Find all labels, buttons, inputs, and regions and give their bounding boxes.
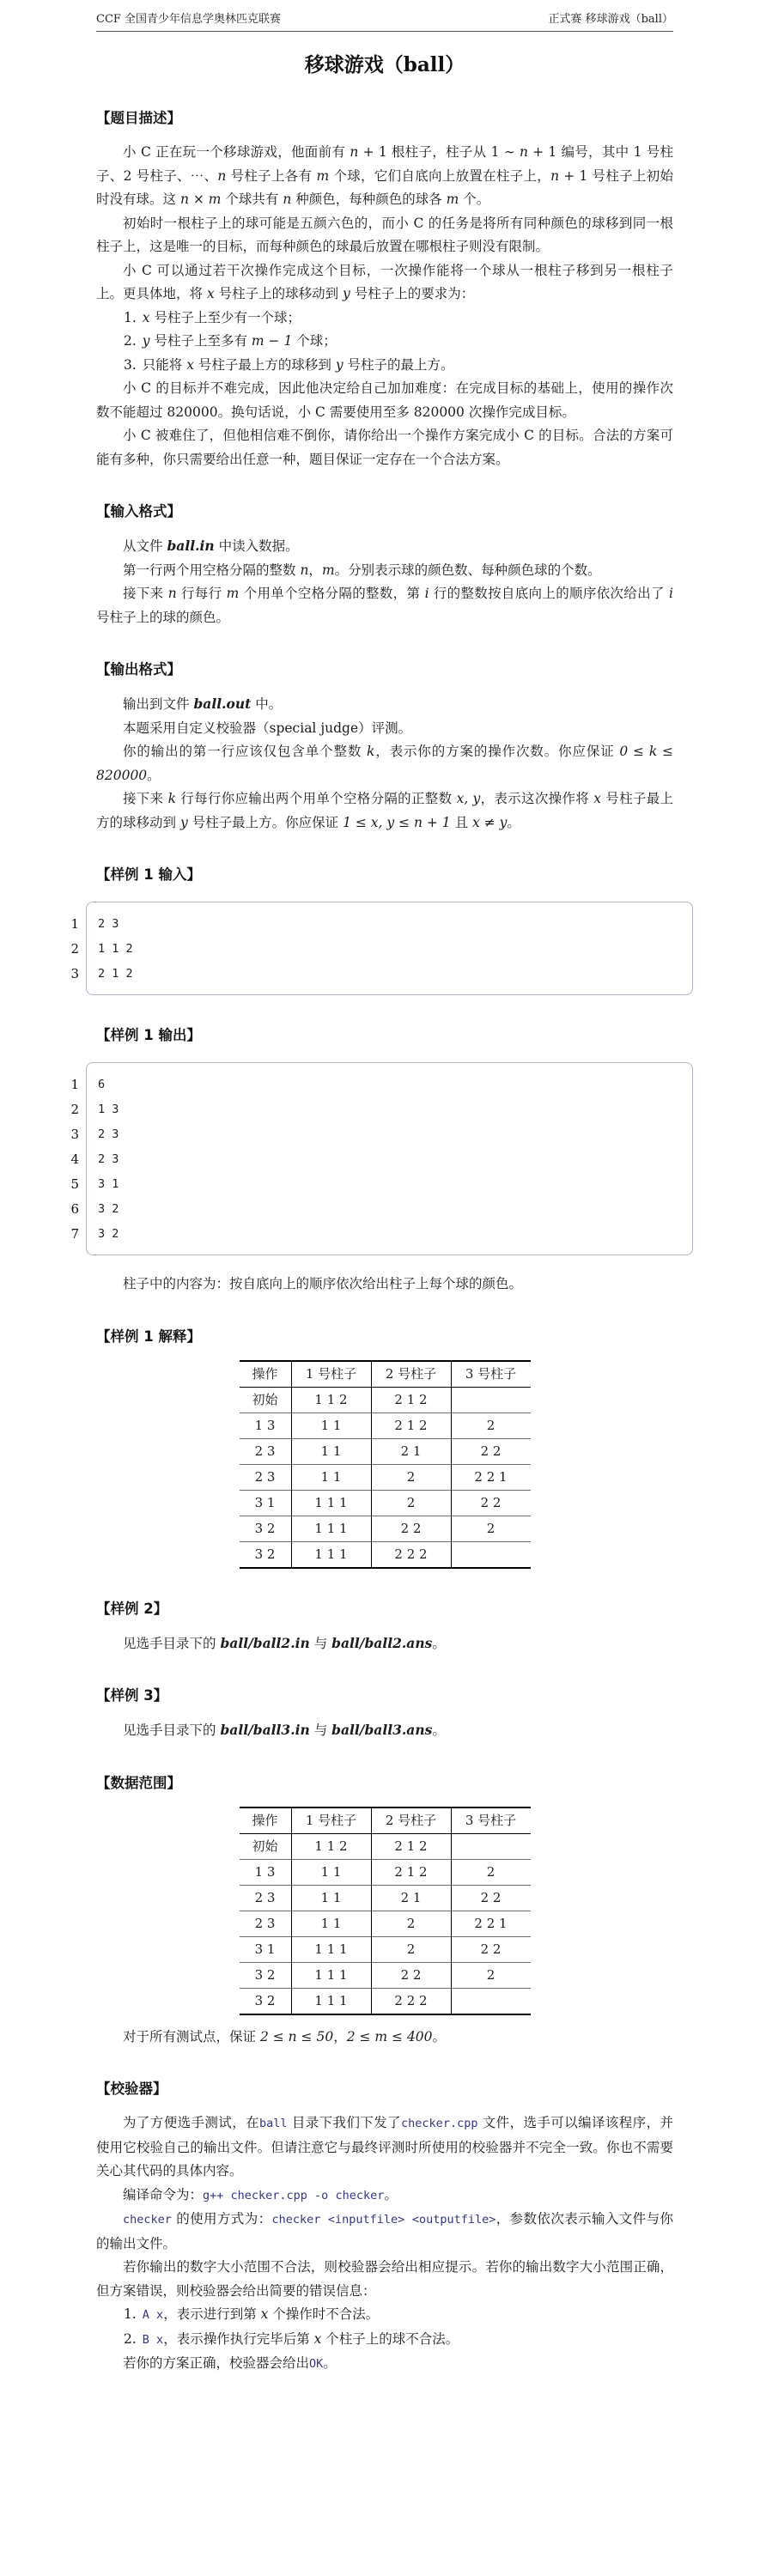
table-cell: 2 2	[371, 1516, 451, 1541]
text-segment: n	[300, 562, 309, 578]
section-heading-sample1-input: 【样例 1 输入】	[96, 866, 201, 883]
paragraph	[96, 2111, 673, 2184]
code-line	[57, 1072, 693, 1097]
text-segment: ball	[259, 2117, 288, 2130]
text-segment: ball/ball3.in	[220, 1722, 310, 1738]
text-segment: 1 ≤ x, y ≤ n + 1	[343, 814, 451, 830]
code-line	[57, 1122, 693, 1147]
list-item	[96, 354, 673, 378]
text-segment: 号柱子最上方的球移到	[193, 356, 336, 373]
text-segment: 个球；	[292, 333, 337, 349]
table-cell: 2	[371, 1911, 451, 1936]
table-row	[240, 1885, 531, 1911]
text-segment: m	[446, 191, 459, 207]
text-segment: g++ checker.cpp -o checker	[203, 2188, 385, 2202]
table-cell: 1 3	[240, 1413, 292, 1438]
text-segment: k	[167, 791, 177, 806]
table-cell: 2 2	[371, 1962, 451, 1988]
text-segment: 号柱子上至少有一个球；	[149, 309, 301, 325]
table-row	[240, 1413, 531, 1438]
table-header-cell: 2 号柱子	[371, 1807, 451, 1834]
paragraph	[96, 534, 673, 559]
text-segment: i	[424, 586, 429, 601]
text-segment: ，表示你的方案的操作次数。你应保证	[374, 744, 620, 759]
text-segment: 接下来	[123, 586, 168, 601]
section-heading-sample1-explanation: 【样例 1 解释】	[96, 1327, 201, 1345]
code-lines	[57, 1062, 693, 1255]
list-number: 2.	[124, 333, 137, 349]
list-item	[96, 2328, 673, 2353]
section-output-format	[96, 660, 673, 835]
list-text	[143, 357, 454, 373]
table-cell: 2 3	[240, 1911, 292, 1936]
text-segment: m	[226, 586, 240, 601]
table-cell: 2 3	[240, 1885, 292, 1911]
line-number: 7	[70, 1226, 79, 1242]
text-segment: 行每行	[176, 586, 227, 601]
code-text: 2 1 2	[98, 967, 133, 981]
section-heading-sample2: 【样例 2】	[96, 1600, 168, 1617]
text-segment: m	[316, 167, 330, 184]
table-cell: 1 3	[240, 1859, 292, 1885]
paragraph	[96, 2026, 673, 2050]
table-cell	[451, 1541, 531, 1568]
table-row	[240, 1541, 531, 1568]
table-row	[240, 1490, 531, 1516]
list-text	[143, 333, 337, 349]
text-segment: y	[179, 814, 188, 830]
section-sample3	[96, 1686, 673, 1743]
table-row	[240, 1936, 531, 1962]
table-cell: 1 1 2	[291, 1387, 371, 1413]
text-segment: 。	[432, 1722, 446, 1738]
text-segment: 的使用方式为：	[171, 2211, 272, 2227]
table-cell	[451, 1387, 531, 1413]
paragraph	[96, 141, 673, 212]
text-segment: 行的整数按自底向上的顺序依次给出了	[429, 586, 670, 601]
text-segment: 号柱子上至多有	[149, 333, 252, 349]
text-segment: 个球，它们自底向上放置在柱子上，	[329, 167, 551, 184]
table-cell: 3 1	[240, 1490, 292, 1516]
section-heading-sample1-output: 【样例 1 输出】	[96, 1027, 201, 1043]
text-segment: n	[283, 191, 292, 207]
list-item	[96, 2303, 673, 2328]
table-row	[240, 1438, 531, 1464]
section-data-range	[96, 1774, 673, 2050]
text-segment: 。	[323, 2355, 337, 2371]
page-header	[96, 12, 673, 32]
table-cell: 初始	[252, 1838, 278, 1854]
section-problem-description	[96, 109, 673, 471]
section-heading-sample3: 【样例 3】	[96, 1687, 168, 1704]
table-row	[240, 1464, 531, 1490]
code-text: 2 3	[98, 1127, 119, 1141]
paragraph	[96, 377, 673, 424]
text-segment: 号柱子上各有	[226, 167, 317, 184]
text-segment: 小 C 正在玩一个移球游戏，他面前有	[123, 144, 350, 160]
text-segment: n	[217, 167, 227, 184]
text-segment: x	[260, 2306, 269, 2322]
table-cell: 2 2 2	[371, 1988, 451, 2014]
code-text: 2 3	[98, 917, 119, 931]
section-input-format	[96, 502, 673, 629]
text-segment: y	[335, 356, 343, 373]
table-header-cell: 2 号柱子	[371, 1361, 451, 1388]
text-segment: 号柱子最上方。你应保证	[187, 814, 343, 830]
text-segment: B x	[142, 2332, 164, 2347]
code-line	[57, 937, 693, 962]
text-segment: ，表示这次操作将	[480, 791, 594, 806]
table-header-cell: 3 号柱子	[451, 1807, 531, 1834]
list-number: 2.	[124, 2330, 137, 2347]
code-line	[57, 1197, 693, 1222]
table-header-cell: 3 号柱子	[451, 1361, 531, 1388]
text-segment: 。	[432, 2028, 447, 2044]
text-segment: 接下来	[123, 791, 168, 806]
paragraph	[96, 1631, 673, 1656]
code-text: 1 1 2	[98, 942, 133, 956]
paragraph	[96, 692, 673, 717]
text-segment: 第一行两个用空格分隔的整数	[123, 562, 301, 578]
text-segment: 。	[432, 1635, 446, 1651]
table-cell: 2	[371, 1464, 451, 1490]
list-number: 3.	[124, 356, 137, 373]
text-segment: 个球共有	[221, 191, 283, 207]
text-segment: 对于所有测试点，保证	[123, 2028, 260, 2044]
text-segment: 。	[507, 814, 520, 830]
table-cell: 2	[451, 1413, 531, 1438]
text-segment: 号柱子最上方的球移动到	[96, 791, 673, 830]
table-cell: 1 1	[291, 1911, 371, 1936]
table-cell: 1 1 1	[291, 1936, 371, 1962]
paragraph	[96, 259, 673, 307]
text-segment: ball/ball2.in	[220, 1634, 310, 1651]
line-number: 3	[70, 1127, 79, 1142]
table-cell: 3 2	[240, 1962, 292, 1988]
table-cell: 2	[451, 1962, 531, 1988]
text-segment: 目录下我们下发了	[287, 2115, 402, 2130]
table-cell: 2 2	[451, 1936, 531, 1962]
code-text: 3 2	[98, 1202, 119, 1216]
text-segment: ball/ball2.ans	[331, 1634, 433, 1651]
text-segment: 且	[450, 814, 473, 830]
list-text	[143, 2331, 459, 2347]
section-heading-checker: 【校验器】	[96, 2081, 167, 2097]
text-segment: n	[550, 167, 560, 184]
text-segment: m − 1	[251, 333, 293, 349]
text-segment: ball.out	[193, 696, 252, 712]
text-segment: 文件，选手可以编译该程序，并使用它校验自己的输出文件。但请注意它与最终评测时所使用的校验器并不完全一致。你也不需要关心其代码的具体内容。	[96, 2115, 673, 2178]
text-segment: 。	[147, 767, 161, 783]
text-segment: m	[208, 191, 222, 207]
paragraph	[96, 1718, 673, 1743]
text-segment: 只能将	[142, 356, 187, 373]
list-text	[143, 2306, 380, 2322]
text-segment: checker.cpp	[401, 2117, 478, 2130]
table-cell: 2 1 2	[371, 1387, 451, 1413]
list-item	[96, 330, 673, 354]
code-text: 2 3	[98, 1152, 119, 1166]
text-segment: x	[142, 309, 150, 325]
section-heading-output-format: 【输出格式】	[96, 661, 181, 677]
header-right-text: 正式赛 移球游戏（ball）	[548, 13, 673, 26]
text-segment: x	[313, 2330, 322, 2347]
table-row	[240, 1833, 531, 1859]
table-row	[240, 1962, 531, 1988]
text-segment: ball/ball3.ans	[331, 1722, 433, 1738]
table-cell: 1 1 1	[291, 1988, 371, 2014]
table-header-cell: 操作	[240, 1361, 292, 1388]
sample1-explanation-table	[240, 1360, 531, 1569]
text-segment: 号柱子上的球的颜色。	[96, 609, 230, 625]
text-segment: y	[343, 286, 350, 301]
paragraph	[96, 424, 673, 471]
table-cell	[451, 1988, 531, 2014]
table-cell: 1 1	[291, 1413, 371, 1438]
list-item	[96, 307, 673, 331]
table-cell: 1 1 1	[291, 1516, 371, 1541]
text-segment: n	[350, 144, 359, 160]
code-text: 6	[98, 1078, 106, 1091]
text-segment: ，参数依次表示输入文件与你的输出文件。	[96, 2211, 673, 2251]
section-sample1-input	[70, 866, 673, 995]
table-cell: 3 2	[240, 1516, 292, 1541]
text-segment: k	[367, 744, 375, 759]
table-row	[240, 1387, 531, 1413]
text-segment: 见选手目录下的	[123, 1635, 221, 1651]
data-range-table	[240, 1807, 531, 2015]
table-cell: 2 3	[240, 1438, 292, 1464]
text-segment: checker	[123, 2213, 172, 2227]
text-segment: + 1 编号，其中 1 号柱子、2 号柱子、⋯、	[96, 144, 673, 184]
text-segment: ，	[333, 2028, 347, 2044]
text-segment: 个用单个空格分隔的整数，第	[239, 586, 425, 601]
paragraph	[96, 740, 673, 787]
text-segment: n	[519, 144, 528, 160]
table-row	[240, 1988, 531, 2014]
text-segment: 编译命令为：	[123, 2186, 204, 2202]
table-cell: 1 1 2	[291, 1833, 371, 1859]
text-segment: ，表示操作执行完毕后第	[163, 2330, 314, 2347]
text-segment: 你的输出的第一行应该仅包含单个整数	[123, 744, 368, 759]
paragraph	[96, 2352, 673, 2377]
text-segment: 输出到文件	[123, 696, 194, 712]
section-heading-input-format: 【输入格式】	[96, 503, 181, 519]
section-checker	[96, 2080, 673, 2377]
text-segment: i	[669, 586, 673, 601]
text-segment: 个柱子上的球不合法。	[321, 2330, 459, 2347]
text-segment: 与	[309, 1722, 332, 1738]
table-cell: 2 2 1	[451, 1464, 531, 1490]
text-segment: m	[321, 562, 335, 578]
text-segment: 若你的方案正确，校验器会给出	[123, 2355, 310, 2371]
paragraph	[96, 2256, 673, 2303]
text-segment: 小 C 的目标并不难完成，因此他决定给自己加加难度：在完成目标的基础上，使用的操作次数不能超过 820000。换句话说，小 C 需要使用至多 820000 次操作完成目标。	[96, 380, 673, 420]
list-number: 1.	[124, 309, 137, 325]
table-cell: 2 2	[451, 1490, 531, 1516]
table-cell: 3 2	[240, 1541, 292, 1568]
paragraph	[96, 2184, 673, 2208]
text-segment: A x	[142, 2308, 164, 2322]
text-segment: x	[593, 791, 602, 806]
paragraph	[96, 787, 673, 835]
text-segment: 2 ≤ n ≤ 50	[259, 2028, 334, 2044]
table-cell	[451, 1833, 531, 1859]
text-segment: 号柱子上的要求为：	[350, 286, 475, 301]
table-cell: 3 2	[240, 1988, 292, 2014]
code-text: 3 1	[98, 1177, 119, 1191]
page-title: 移球游戏（ball）	[304, 53, 465, 76]
text-segment: 号柱子的最上方。	[343, 356, 454, 373]
text-segment: 小 C 可以通过若干次操作完成这个目标，一次操作能将一个球从一根柱子移到另一根柱子上。更具体地，将	[96, 262, 673, 301]
table-cell: 2	[371, 1490, 451, 1516]
table-cell: 2 2	[451, 1885, 531, 1911]
table-cell: 2 1 2	[371, 1413, 451, 1438]
table-cell: 1 1 1	[291, 1962, 371, 1988]
text-segment: 初始时一根柱子上的球可能是五颜六色的，而小 C 的任务是将所有同种颜色的球移到同一根柱子上，这是唯一的目标，而每种颜色的球最后放置在哪根柱子则没有限制。	[96, 215, 673, 254]
list-number: 1.	[124, 2306, 137, 2322]
table-cell: 2 2	[451, 1438, 531, 1464]
line-number: 2	[70, 1102, 79, 1117]
table-cell: 2	[371, 1936, 451, 1962]
text-segment: x ≠ y	[472, 814, 508, 830]
text-segment: 见选手目录下的	[123, 1722, 221, 1738]
text-segment: 号柱子上的球移动到	[214, 286, 343, 301]
table-cell: 1 1 1	[291, 1490, 371, 1516]
text-segment: 若你输出的数字大小范围不合法，则校验器会给出相应提示。若你的输出数字大小范围正确，但方案错误，则校验器会给出简要的错误信息：	[96, 2259, 673, 2299]
text-segment: ball.in	[167, 538, 215, 554]
text-segment: OK	[309, 2357, 324, 2371]
code-line	[57, 1097, 693, 1122]
list-text	[143, 310, 301, 325]
table-cell: 2	[451, 1516, 531, 1541]
table-cell: 2	[451, 1859, 531, 1885]
text-segment: 种颜色，每种颜色的球各	[291, 191, 447, 207]
table-cell: 2 2 2	[371, 1541, 451, 1568]
header-left-text: CCF 全国青少年信息学奥林匹克联赛	[96, 13, 282, 26]
code-lines	[57, 902, 693, 995]
section-sample1-explanation	[96, 1327, 673, 1569]
table-header-row	[240, 1361, 531, 1388]
paragraph	[96, 1273, 673, 1297]
table-header-cell: 1 号柱子	[291, 1807, 371, 1834]
code-text: 1 3	[98, 1103, 119, 1116]
code-line	[57, 962, 693, 987]
code-text: 3 2	[98, 1227, 119, 1241]
table-cell: 1 1	[291, 1464, 371, 1490]
text-segment: ，表示进行到第	[163, 2306, 261, 2322]
line-number: 2	[70, 941, 79, 957]
paragraph	[96, 2208, 673, 2256]
paragraph	[96, 212, 673, 259]
table-header-row	[240, 1807, 531, 1834]
table-header-cell: 1 号柱子	[291, 1361, 371, 1388]
text-segment: 柱子中的内容为：按自底向上的顺序依次给出柱子上每个球的颜色。	[123, 1276, 523, 1291]
line-number: 1	[70, 916, 79, 932]
text-segment: 中读入数据。	[214, 538, 299, 554]
text-segment: y	[142, 333, 150, 349]
text-segment: 个操作时不合法。	[268, 2306, 380, 2322]
line-number: 5	[70, 1176, 79, 1192]
code-line	[57, 1172, 693, 1197]
table-cell: 1 1	[291, 1885, 371, 1911]
paragraph	[96, 582, 673, 629]
text-segment: 本题采用自定义校验器（special judge）评测。	[123, 720, 412, 736]
table-row	[240, 1516, 531, 1541]
paragraph	[96, 559, 673, 583]
section-heading-data-range: 【数据范围】	[96, 1774, 181, 1791]
text-segment: ×	[188, 191, 209, 207]
table-cell: 2 2 1	[451, 1911, 531, 1936]
section-heading-problem-description: 【题目描述】	[96, 110, 181, 126]
checker-error-list	[96, 2303, 673, 2352]
text-segment: 小 C 被难住了，但他相信难不倒你，请你给出一个操作方案完成小 C 的目标。合法的方案可能有多种，你只需要给出任意一种，题目保证一定存在一个合法方案。	[96, 428, 673, 467]
text-segment: 。	[384, 2186, 398, 2202]
text-segment: 中。	[251, 696, 283, 712]
line-number: 1	[70, 1077, 79, 1092]
table-cell: 2 3	[240, 1464, 292, 1490]
text-segment: x	[186, 356, 194, 373]
text-segment: checker <inputfile> <outputfile>	[271, 2213, 496, 2227]
line-number: 3	[70, 966, 79, 981]
paragraph	[96, 717, 673, 741]
table-cell: 2 1 2	[371, 1833, 451, 1859]
table-cell: 1 1	[291, 1438, 371, 1464]
section-sample2	[96, 1600, 673, 1656]
table-row	[240, 1859, 531, 1885]
text-segment: ，	[308, 562, 322, 578]
text-segment: 。分别表示球的颜色数、每种颜色球的个数。	[334, 562, 601, 578]
section-sample1-output	[70, 1026, 673, 1297]
table-cell: 初始	[252, 1391, 278, 1407]
text-segment: x	[206, 286, 215, 301]
table-cell: 2 1 2	[371, 1859, 451, 1885]
code-line	[57, 1222, 693, 1247]
table-header-cell: 操作	[240, 1807, 292, 1834]
sample1-output-code-box	[57, 1062, 693, 1255]
text-segment: x, y	[456, 791, 481, 806]
text-segment: 行每行你应输出两个用单个空格分隔的正整数	[176, 791, 457, 806]
text-segment: + 1 根柱子，柱子从 1 ∼	[358, 144, 520, 160]
table-cell: 2 1	[371, 1885, 451, 1911]
text-segment: 2 ≤ m ≤ 400	[346, 2028, 433, 2044]
line-number: 6	[70, 1201, 79, 1217]
code-line	[57, 912, 693, 937]
text-segment: n	[179, 191, 189, 207]
table-cell: 1 1 1	[291, 1541, 371, 1568]
table-cell: 1 1	[291, 1859, 371, 1885]
table-cell: 2 1	[371, 1438, 451, 1464]
text-segment: 从文件	[123, 538, 167, 554]
line-number: 4	[70, 1151, 79, 1167]
text-segment: 0 ≤ k ≤ 820000	[96, 744, 673, 783]
table-row	[240, 1911, 531, 1936]
text-segment: + 1 号柱子上初始时没有球。这	[96, 167, 673, 207]
text-segment: 个。	[459, 191, 490, 207]
text-segment: n	[167, 586, 177, 601]
table-cell: 3 1	[240, 1936, 292, 1962]
sample1-input-code-box	[57, 902, 693, 995]
text-segment: 与	[309, 1635, 332, 1651]
code-line	[57, 1147, 693, 1172]
rules-list	[96, 307, 673, 378]
text-segment: 为了方便选手测试，在	[123, 2115, 259, 2130]
